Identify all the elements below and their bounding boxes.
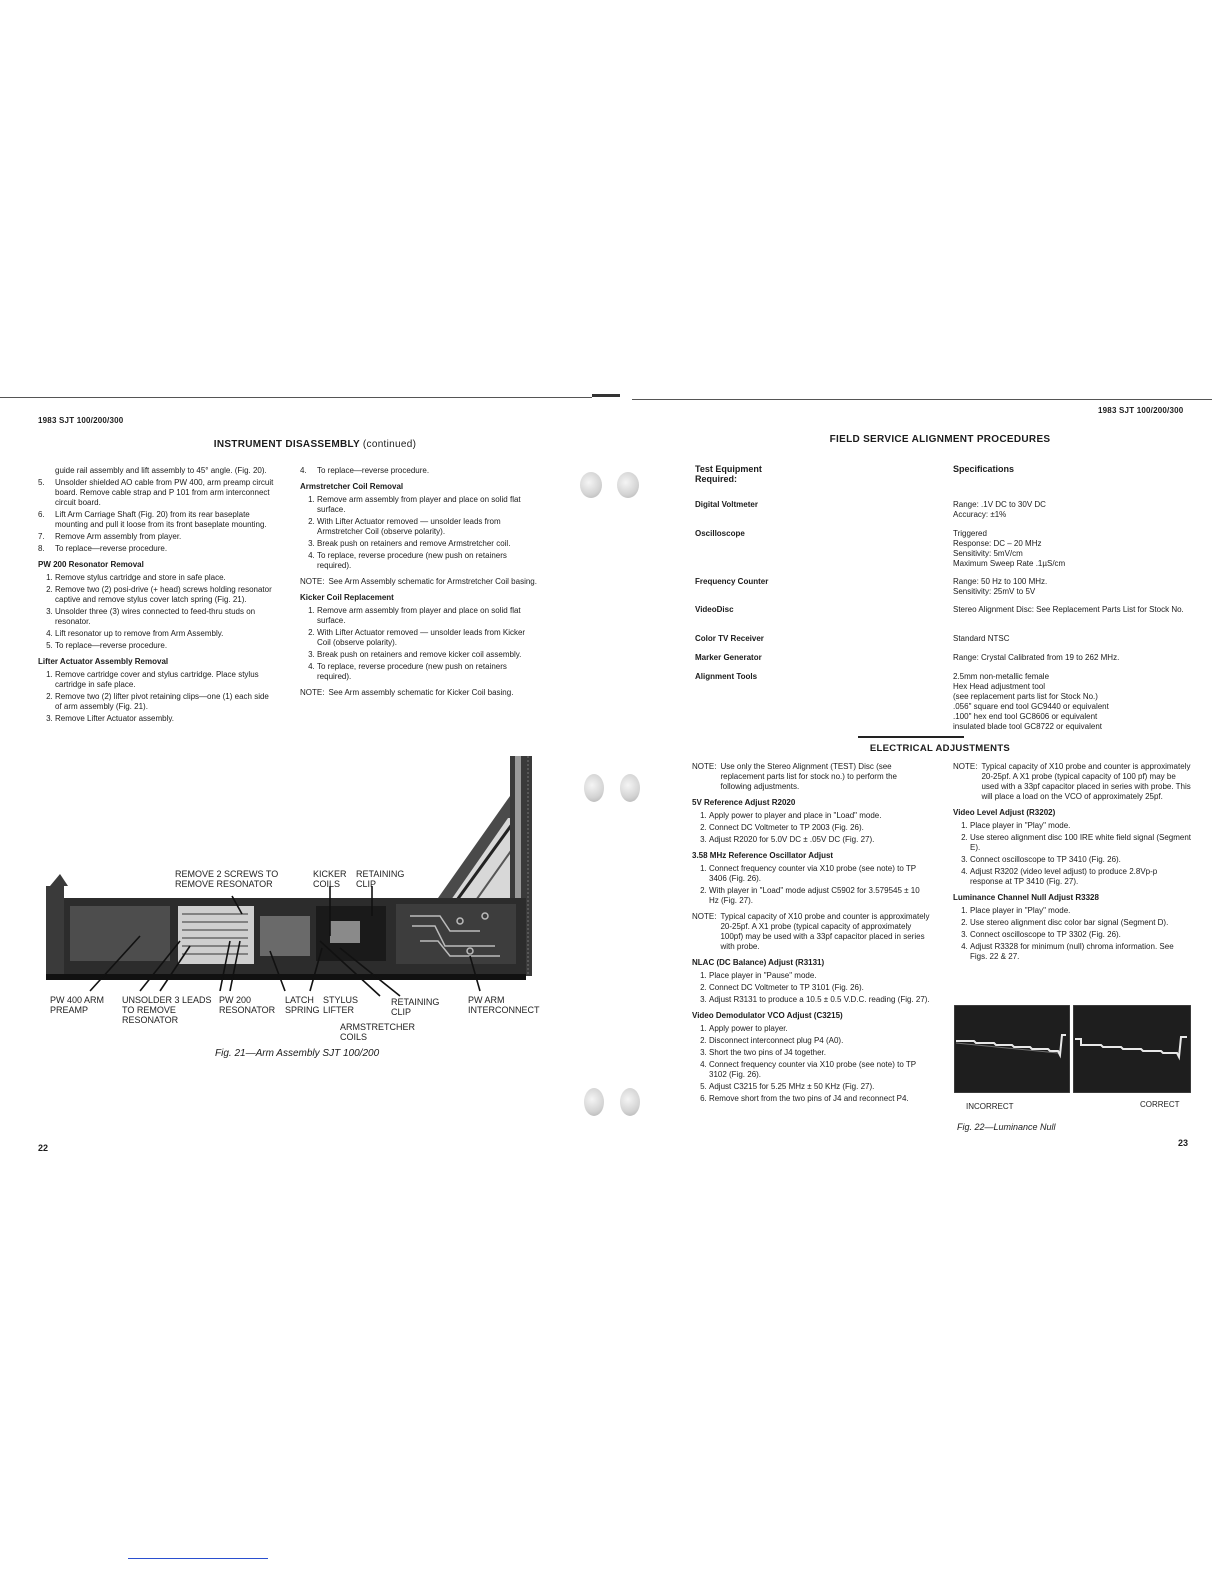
pw200-title: PW 200 Resonator Removal [38,560,144,569]
video-level-steps [953,821,1191,887]
lifter-steps [38,670,276,724]
step-text: To replace—reverse procedure. [317,466,430,475]
list-item: 2. Connect DC Voltmeter to TP 2003 (Fig. 26). [709,823,930,833]
equipment-header: Test Equipment Required: [695,464,762,484]
fig22-caption: Fig. 22—Luminance Null [957,1122,1056,1132]
note-label: NOTE: [300,688,325,697]
step-num: 6. [38,510,45,519]
fig-label-remove-screws: REMOVE 2 SCREWS TO REMOVE RESONATOR [175,869,279,889]
scope-trace-correct [1073,1005,1191,1093]
right-page-top-edge [632,399,1212,400]
page-gutter-mark [592,394,620,397]
punch-hole [584,1088,604,1116]
right-col-2 [953,762,1191,964]
note-vco-load [953,762,1191,802]
equipment-spec: Range: .1V DC to 30V DC Accuracy: ±1% [953,500,1046,519]
electrical-adjustments-title: ELECTRICAL ADJUSTMENTS [869,743,1011,754]
list-item: 3. Adjust R3131 to produce a 10.5 ± 0.5 V.D.C. reading (Fig. 27). [709,995,930,1005]
luminance-steps [953,906,1191,962]
intro-text: guide rail assembly and lift assembly to 45° angle. (Fig. 20). [55,466,267,475]
kicker-title: Kicker Coil Replacement [300,593,394,602]
left-col-1 [38,466,276,726]
equipment-spec: Range: Crystal Calibrated from 19 to 262 MHz. [953,653,1120,662]
punch-hole [620,1088,640,1116]
fig-label-pw400: PW 400 ARM PREAMP [50,995,105,1015]
kicker-note [300,688,540,698]
punch-hole [617,472,639,498]
list-item: 2. Use stereo alignment disc color bar signal (Segment D). [970,918,1191,928]
continued-steps [38,478,276,554]
equipment-name: Oscilloscope [695,529,745,538]
step-text: Lift Arm Carriage Shaft (Fig. 20) from its rear baseplate mounting and pull it loose from its front baseplate mounting. [55,510,267,529]
list-item: 4. To replace, reverse procedure (new push on retainers required). [317,662,540,682]
video-level-title: Video Level Adjust (R3202) [953,808,1056,817]
armstretcher-note [300,577,540,587]
note-text: See Arm Assembly schematic for Armstretcher Coil basing. [328,577,537,586]
list-item: 2. With player in "Load" mode adjust C5902 for 3.579545 ± 10 Hz (Fig. 27). [709,886,930,906]
note-label: NOTE: [692,912,717,921]
list-item: 5. Adjust C3215 for 5.25 MHz ± 50 KHz (Fig. 27). [709,1082,930,1092]
list-item: 4. Connect frequency counter via X10 probe (see note) to TP 3102 (Fig. 26). [709,1060,930,1080]
list-item: 3. Unsolder three (3) wires connected to feed-thru studs on resonator. [55,607,276,627]
scope-label-incorrect: INCORRECT [966,1102,1014,1111]
fig-label-pw200: PW 200 RESONATOR [219,995,276,1015]
fig-label-kicker-coils: KICKER COILS [313,869,347,889]
fig-label-armstretcher: ARMSTRETCHER COILS [340,1022,416,1042]
list-item: 1. Place player in "Play" mode. [970,821,1191,831]
nlac-steps [692,971,930,1005]
list-item: 1. Apply power to player. [709,1024,930,1034]
list-item: 3. Short the two pins of J4 together. [709,1048,930,1058]
list-item: 4. Adjust R3328 for minimum (null) chroma information. See Figs. 22 & 27. [970,942,1191,962]
list-item: 1. Remove cartridge cover and stylus cartridge. Place stylus cartridge in safe place. [55,670,276,690]
list-item: 4. Adjust R3202 (video level adjust) to produce 2.8Vp-p response at TP 3410 (Fig. 27). [970,867,1191,887]
step-text: To replace—reverse procedure. [55,544,168,553]
vco-steps [692,1024,930,1104]
note-text: Typical capacity of X10 probe and counter is approximately 20-25pf. A X1 probe (typical capacity of approximately 100pf) may be used with a 33pf capacitor placed in series with probe. [720,912,930,951]
right-header: 1983 SJT 100/200/300 [1098,406,1184,415]
punch-hole [620,774,640,802]
armstretcher-steps [300,495,540,571]
armstretcher-title: Armstretcher Coil Removal [300,482,404,491]
equipment-name: Marker Generator [695,653,762,662]
equipment-spec: Triggered Response: DC – 20 MHz Sensitivity: 5mV/cm Maximum Sweep Rate .1µS/cm [953,529,1066,568]
list-item [38,544,276,554]
list-item [300,466,540,476]
note-label: NOTE: [300,577,325,586]
list-item: 2. Remove two (2) posi-drive (+ head) screws holding resonator captive and remove stylus cover latch spring (Fig. 21). [55,585,276,605]
section-rule [858,736,964,738]
punch-hole [580,472,602,498]
list-item [38,532,276,542]
step-num: 5. [38,478,45,487]
nlac-title: NLAC (DC Balance) Adjust (R3131) [692,958,825,967]
punch-hole [584,774,604,802]
vco-title: Video Demodulator VCO Adjust (C3215) [692,1011,843,1020]
list-item: 2. Use stereo alignment disc 100 IRE white field signal (Segment E). [970,833,1191,853]
equipment-spec: 2.5mm non-metallic female Hex Head adjustment tool (see replacement parts list for Stock No.) .056" square end tool GC9440 or equivalent .100" hex end tool GC8606 or equivalent insulated blade tool GC8722 or equivalent [953,672,1109,731]
list-item: 2. With Lifter Actuator removed — unsolder leads from Kicker Coil (observe polarity). [317,628,540,648]
list-item: 3. Adjust R2020 for 5.0V DC ± .05V DC (Fig. 27). [709,835,930,845]
step-num: 4. [300,466,307,475]
fig-label-unsolder: UNSOLDER 3 LEADS TO REMOVE RESONATOR [122,995,212,1025]
osc-title: 3.58 MHz Reference Oscillator Adjust [692,851,834,860]
list-item: 1. Place player in "Pause" mode. [709,971,930,981]
list-item: 4. To replace, reverse procedure (new push on retainers required). [317,551,540,571]
list-item [38,478,276,508]
note-label: NOTE: [692,762,717,771]
equipment-name: Frequency Counter [695,577,769,586]
osc-steps [692,864,930,906]
ref5v-title: 5V Reference Adjust R2020 [692,798,796,807]
fig-label-retaining-clip-bottom: RETAINING CLIP [391,997,440,1017]
lifter-title: Lifter Actuator Assembly Removal [38,657,169,666]
list-item: 1. Remove arm assembly from player and place on solid flat surface. [317,606,540,626]
equipment-spec: Stereo Alignment Disc: See Replacement Parts List for Stock No. [953,605,1184,614]
list-item: 3. Break push on retainers and remove Armstretcher coil. [317,539,540,549]
list-item: 2. Connect DC Voltmeter to TP 3101 (Fig. 26). [709,983,930,993]
list-item: 3. Connect oscilloscope to TP 3302 (Fig. 26). [970,930,1191,940]
list-item: 1. Apply power to player and place in "Load" mode. [709,811,930,821]
specs-header: Specifications [953,464,1015,474]
list-item: 3. Remove Lifter Actuator assembly. [55,714,276,724]
list-item: 5. To replace—reverse procedure. [55,641,276,651]
note-text: Use only the Stereo Alignment (TEST) Disc (see replacement parts list for stock no.) to perform the following adjustments. [720,762,897,791]
equipment-spec: Standard NTSC [953,634,1010,643]
note-text: Typical capacity of X10 probe and counter is approximately 20-25pf. A X1 probe (typical capacity of 100 pf) may be used with a 33pf capacitor placed in series with probe. This will place a load on the VCO of approximately 25pf. [981,762,1191,801]
right-col-1 [692,762,930,1106]
list-item: 4. Lift resonator up to remove from Arm Assembly. [55,629,276,639]
note-text: See Arm assembly schematic for Kicker Coil basing. [328,688,514,697]
step-num: 8. [38,544,45,553]
title-cont: (continued) [362,439,417,450]
list-item: 1. Remove arm assembly from player and place on solid flat surface. [317,495,540,515]
scope-trace-incorrect [954,1005,1070,1093]
equipment-name: Color TV Receiver [695,634,764,643]
scan-artifact-line [128,1558,268,1559]
step-text: Unsolder shielded AO cable from PW 400, arm preamp circuit board. Remove cable strap and P 101 from arm interconnect circuit board. [55,478,274,507]
note-stereo-disc [692,762,930,792]
step-text: Remove Arm assembly from player. [55,532,182,541]
left-page-number: 22 [38,1143,49,1153]
list-item: 3. Break push on retainers and remove kicker coil assembly. [317,650,540,660]
list-item: 1. Remove stylus cartridge and store in safe place. [55,573,276,583]
left-page-title [40,439,590,450]
list-item [38,510,276,530]
equipment-spec: Range: 50 Hz to 100 MHz. Sensitivity: 25mV to 5V [953,577,1048,596]
list-item: 2. Remove two (2) lifter pivot retaining clips—one (1) each side of arm assembly (Fig. 21). [55,692,276,712]
fig-label-pw-arm: PW ARM INTERCONNECT [468,995,540,1015]
scope-label-correct: CORRECT [1140,1100,1180,1109]
list-item: 2. With Lifter Actuator removed — unsolder leads from Armstretcher Coil (observe polarity). [317,517,540,537]
note-probe [692,912,930,952]
note-label: NOTE: [953,762,978,771]
step-num: 7. [38,532,45,541]
right-page-number: 23 [1178,1138,1189,1148]
list-item: 1. Connect frequency counter via X10 probe (see note) to TP 3406 (Fig. 26). [709,864,930,884]
list-item: 6. Remove short from the two pins of J4 and reconnect P4. [709,1094,930,1104]
fig-label-latch-spring: LATCH SPRING [285,995,320,1015]
right-page-title: FIELD SERVICE ALIGNMENT PROCEDURES [829,434,1051,445]
equipment-name: VideoDisc [695,605,734,614]
left-col-2 [300,466,540,704]
ref5v-steps [692,811,930,845]
fig-label-retaining-clip-top: RETAINING CLIP [356,869,405,889]
list-item: 2. Disconnect interconnect plug P4 (A0). [709,1036,930,1046]
fig21-caption: Fig. 21—Arm Assembly SJT 100/200 [215,1048,380,1059]
luminance-title: Luminance Channel Null Adjust R3328 [953,893,1099,902]
title-main: INSTRUMENT DISASSEMBLY [213,439,360,450]
left-header: 1983 SJT 100/200/300 [38,416,124,425]
equipment-name: Alignment Tools [695,672,758,681]
left-page-top-edge [0,397,592,398]
list-item: 1. Place player in "Play" mode. [970,906,1191,916]
fig-label-stylus-lifter: STYLUS LIFTER [323,995,359,1015]
list-item: 3. Connect oscilloscope to TP 3410 (Fig. 26). [970,855,1191,865]
equipment-name: Digital Voltmeter [695,500,758,509]
kicker-steps [300,606,540,682]
pw200-steps [38,573,276,651]
